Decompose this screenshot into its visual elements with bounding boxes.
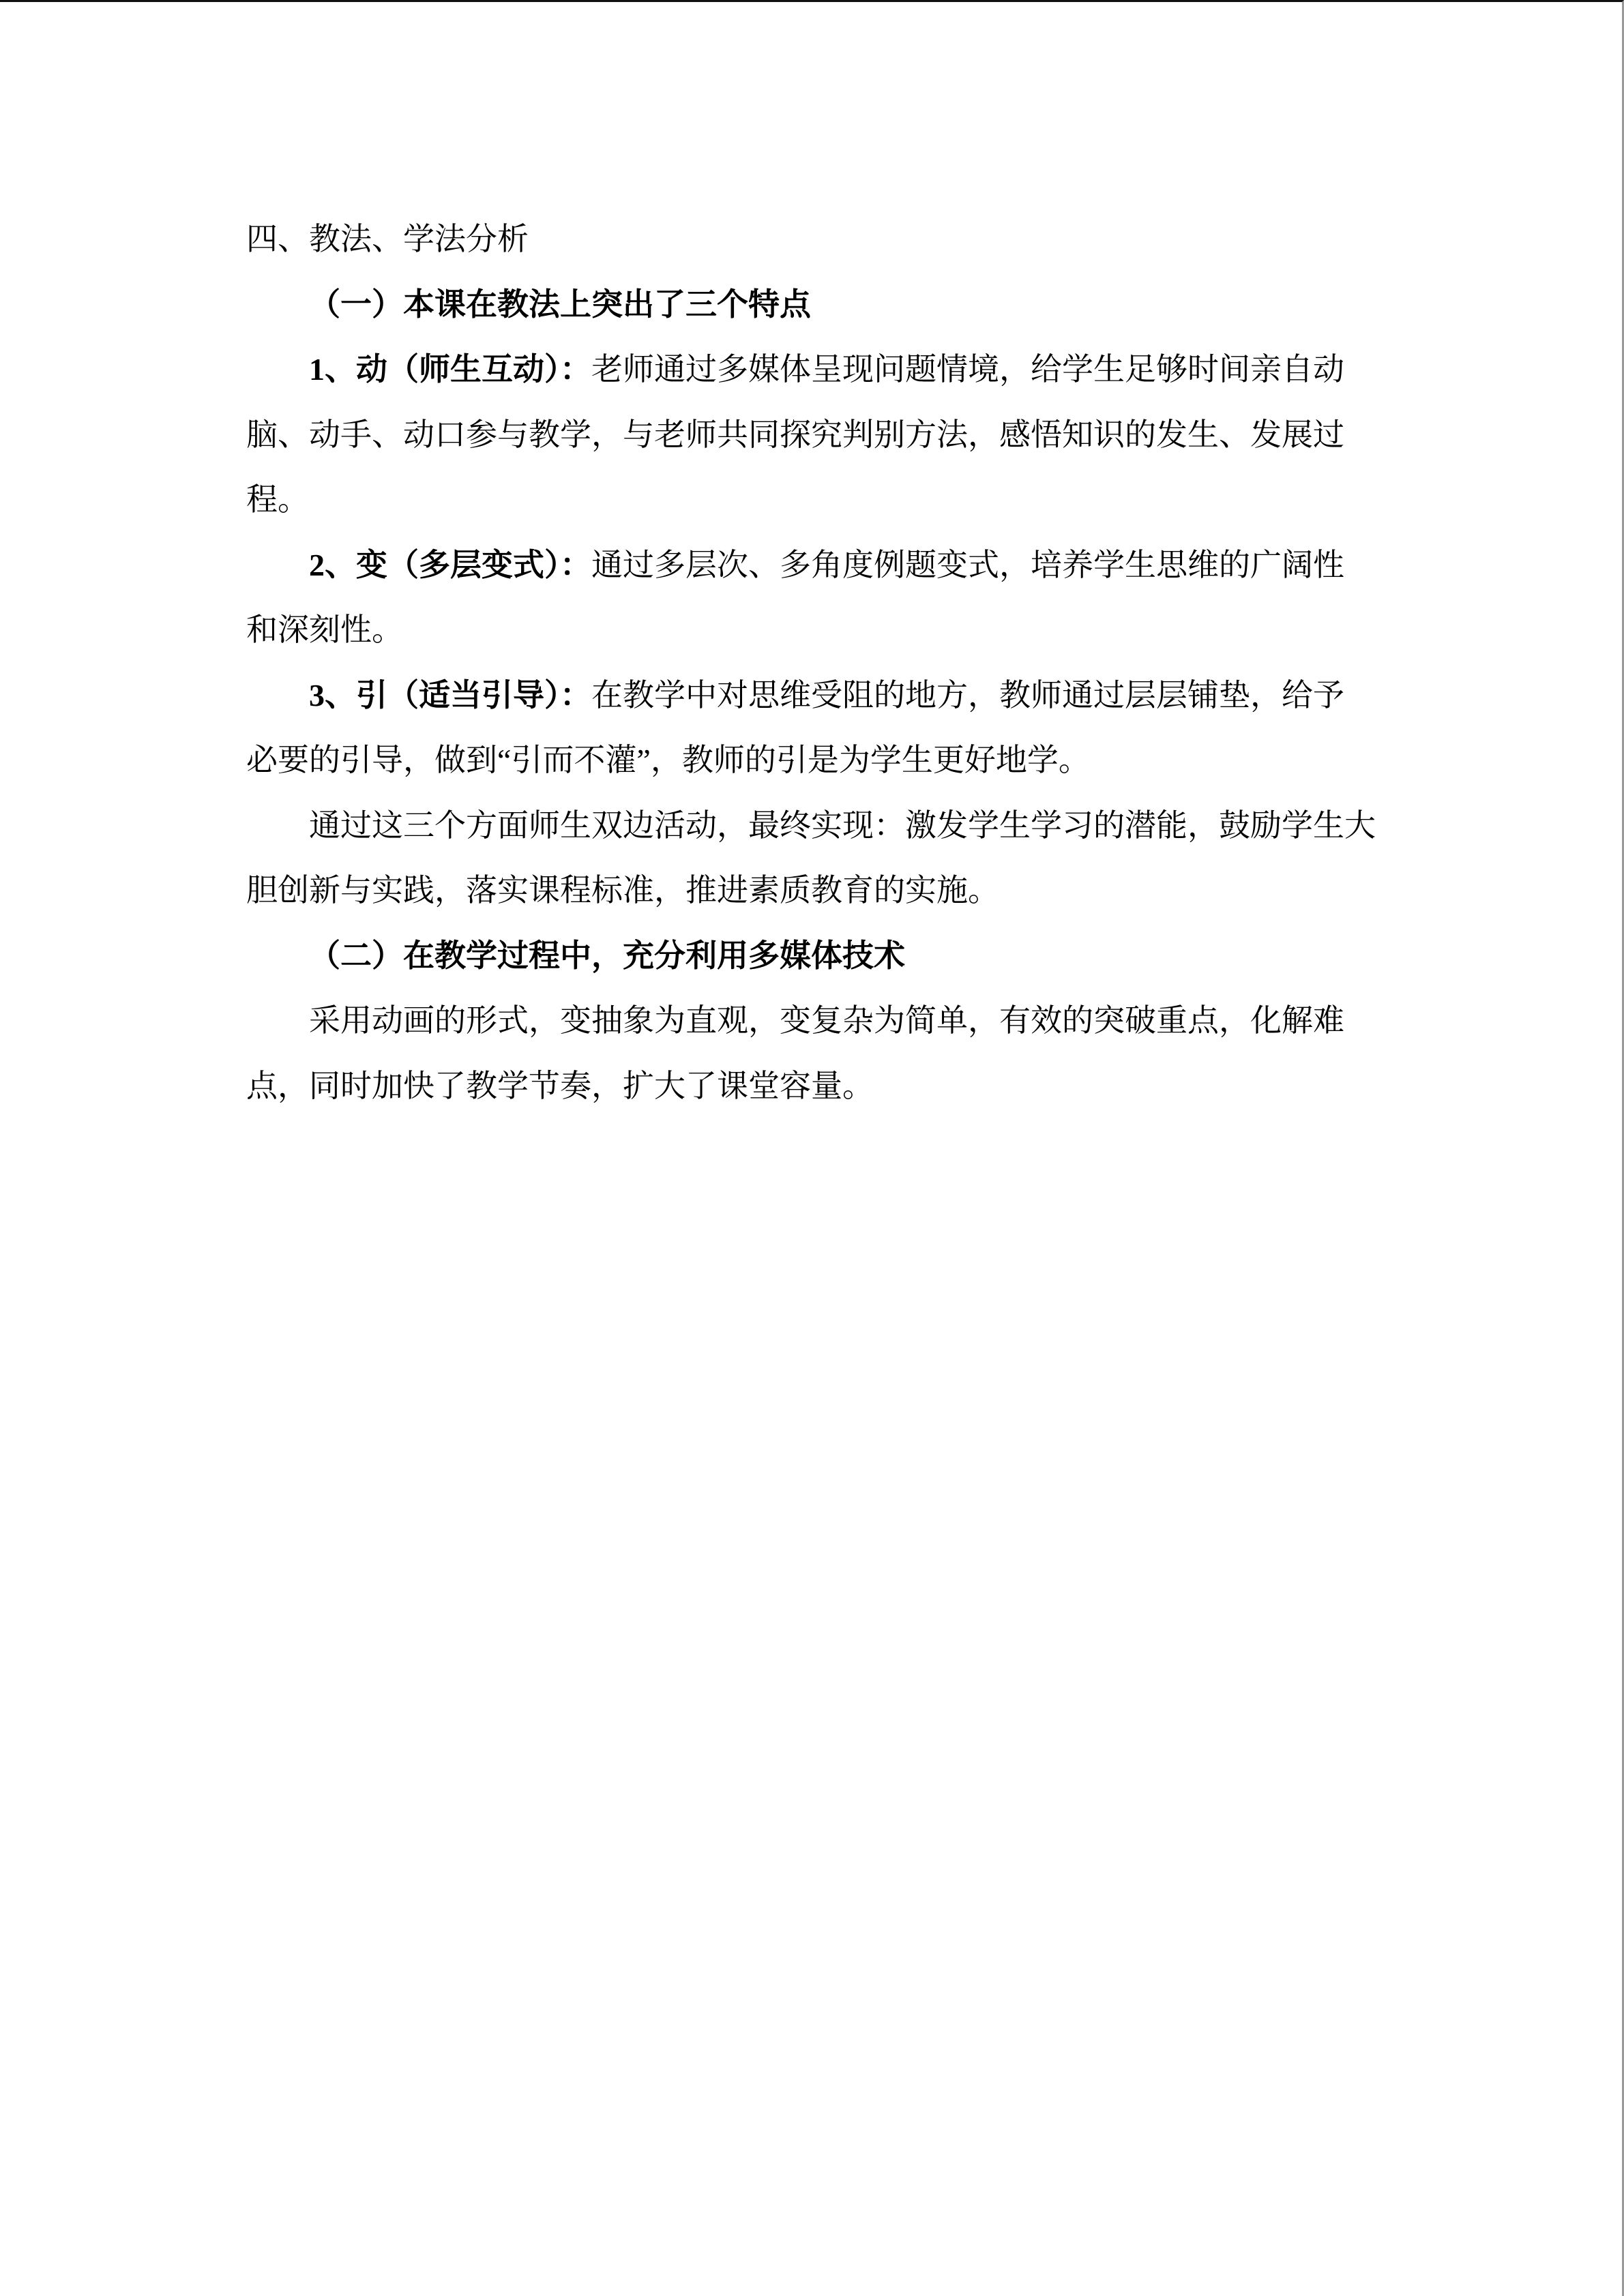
- paragraph-line: 和深刻性。: [246, 612, 403, 647]
- paragraph-line: [246, 337, 1622, 402]
- paragraph-line: 通过这三个方面师生双边活动，最终实现：激发学生学习的潜能，鼓励学生大: [309, 807, 1376, 843]
- paragraph-line: [246, 663, 1622, 728]
- subsection-title-2: （二）在教学过程中，充分利用多媒体技术: [309, 938, 905, 973]
- point-2-paragraph: [246, 533, 1622, 663]
- point-1-label: 1、动（师生互动）：: [309, 352, 591, 387]
- paragraph-line: 采用动画的形式，变抽象为直观，变复杂为简单，有效的突破重点，化解难: [309, 1003, 1344, 1038]
- paragraph-line: 必要的引导，做到“引而不灌”，教师的引是为学生更好地学。: [246, 743, 1090, 777]
- point-3-paragraph: [246, 663, 1622, 793]
- paragraph-line: 程。: [246, 482, 309, 517]
- paragraph-text: 老师通过多媒体呈现问题情境，给学生足够时间亲自动: [591, 352, 1344, 387]
- paragraph-line: 点，同时加快了教学节奏，扩大了课堂容量。: [246, 1068, 874, 1103]
- paragraph-line: [246, 533, 1622, 598]
- paragraph-line: 脑、动手、动口参与教学，与老师共同探究判别方法，感悟知识的发生、发展过: [246, 417, 1344, 452]
- section-heading: 四、教法、学法分析: [246, 222, 529, 256]
- summary-paragraph: [246, 793, 1622, 923]
- point-2-label: 2、变（多层变式）：: [309, 547, 591, 582]
- point-1-paragraph: [246, 337, 1622, 533]
- paragraph-line: 胆创新与实践，落实课程标准，推进素质教育的实施。: [246, 873, 999, 908]
- paragraph-text: 在教学中对思维受阻的地方，教师通过层层铺垫，给予: [591, 677, 1344, 713]
- point-3-label: 3、引（适当引导）：: [309, 677, 591, 713]
- subsection-title-1: （一）本课在教法上突出了三个特点: [309, 286, 811, 322]
- paragraph-text: 通过多层次、多角度例题变式，培养学生思维的广阔性: [591, 547, 1344, 582]
- multimedia-paragraph: [246, 988, 1622, 1118]
